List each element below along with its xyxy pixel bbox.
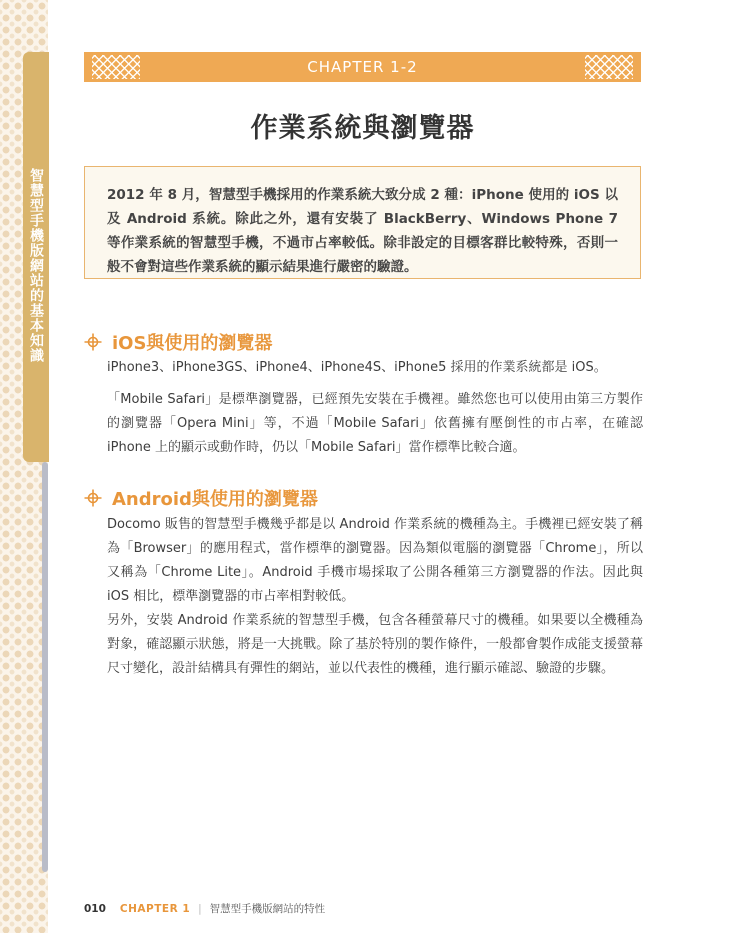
section-heading-ios [84,329,272,355]
section-heading-label: iOS與使用的瀏覽器 [112,333,273,354]
footer-separator: | [198,902,202,915]
crosshair-icon [84,489,102,507]
intro-box [84,166,641,279]
paragraph: 另外，安裝 Android 作業系統的智慧型手機，包含各種螢幕尺寸的機種。如果要以全機種為對象，確認顯示狀態，將是一大挑戰。除了基於特別的製作條件，一般都會製作成能支援螢幕尺寸變化，設計結構具有彈性的網站，並以代表性的機種，進行顯示確認、驗證的步驟。 [107,613,643,676]
paragraph: iPhone3、iPhone3GS、iPhone4、iPhone4S、iPhone5 採用的作業系統都是 iOS。 [107,360,607,375]
side-tab-label: 智慧型手機版網站的基本知識 [28,168,44,363]
page-footer [84,901,325,916]
section-heading-label: Android與使用的瀏覽器 [112,489,318,510]
paragraph: 「Mobile Safari」是標準瀏覽器，已經預先安裝在手機裡。雖然您也可以使用由第三方製作的瀏覽器「Opera Mini」等，不過「Mobile Safari」依舊擁有壓倒性的市占率，在確認 iPhone 上的顯示或動作時，仍以「Mobile Safari」當作標準比較合適。 [107,392,643,455]
footer-chapter: CHAPTER 1 [119,902,191,915]
page-title: 作業系統與瀏覽器 [250,113,475,144]
side-gray-rule [42,462,48,872]
intro-text: 2012 年 8 月，智慧型手機採用的作業系統大致分成 2 種：iPhone 使用的 iOS 以及 Android 系統。除此之外，還有安裝了 BlackBerry、Windows Phone 7 等作業系統的智慧型手機，不過市占率較低。除非設定的目標客群比較特殊，否則一般不會對這些作業系統的顯示結果進行嚴密的驗證。 [107,187,618,275]
section-heading-android [84,485,318,511]
lattice-ornament-right [585,55,633,79]
chapter-banner [84,52,641,82]
chapter-banner-label: CHAPTER 1-2 [307,58,418,76]
page-number: 010 [84,902,106,915]
lattice-ornament-left [92,55,140,79]
footer-chapter-title: 智慧型手機版網站的特性 [209,903,326,915]
paragraph: Docomo 販售的智慧型手機幾乎都是以 Android 作業系統的機種為主。手機裡已經安裝了稱為「Browser」的應用程式，當作標準的瀏覽器。因為類似電腦的瀏覽器「Chrome」，所以又稱為「Chrome Lite」。Android 手機市場採取了公開各種第三方瀏覽器的作法。因此與 iOS 相比，標準瀏覽器的市占率相對較低。 [107,517,643,604]
crosshair-icon [84,333,102,351]
